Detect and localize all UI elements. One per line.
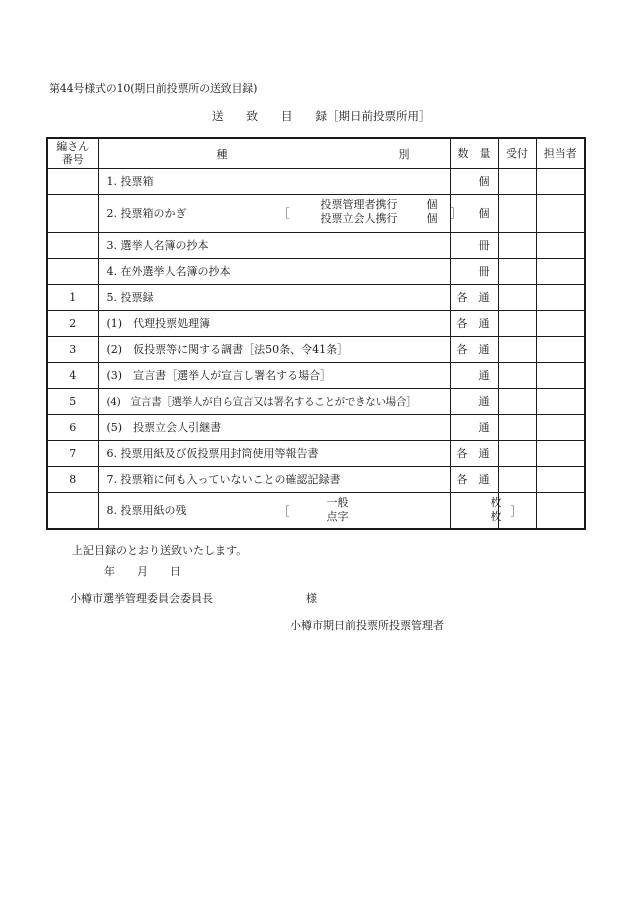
item-name: (1) 代理投票処理簿: [98, 310, 450, 336]
item-name: 7. 投票箱に何も入っていないことの確認記録書: [98, 466, 450, 492]
item-name: 1. 投票箱: [98, 168, 450, 194]
received-cell[interactable]: [498, 414, 536, 440]
item-quantity: 冊: [450, 258, 498, 284]
header-quantity: 数 量: [450, 138, 498, 168]
table-row: [47, 388, 585, 414]
compilation-number: 5: [47, 388, 98, 414]
item-quantity: 各 通: [450, 440, 498, 466]
header-received: 受付: [498, 138, 536, 168]
item-quantity: 各 通: [450, 336, 498, 362]
item-name-with-detail: 2. 投票箱のかぎ ［ 投票管理者携行 個 投票立会人携行 個 ］: [98, 194, 450, 232]
item-name: (4) 宣言書［選挙人が自ら宣言又は署名することができない場合］: [98, 388, 450, 414]
delivery-list-table: [46, 137, 586, 530]
table-row: [47, 232, 585, 258]
table-row: [47, 414, 585, 440]
received-cell[interactable]: [498, 310, 536, 336]
compilation-number: 2: [47, 310, 98, 336]
received-cell[interactable]: [498, 194, 536, 232]
sender-name: 小樽市期日前投票所投票管理者: [290, 619, 444, 632]
person-cell[interactable]: [536, 194, 585, 232]
table-row: [47, 258, 585, 284]
table-row: [47, 466, 585, 492]
item-name: 4. 在外選挙人名簿の抄本: [98, 258, 450, 284]
compilation-number: 8: [47, 466, 98, 492]
table-row: [47, 362, 585, 388]
table-row: [47, 492, 585, 529]
date-line: 年 月 日: [104, 565, 181, 578]
header-person-in-charge: 担当者: [536, 138, 585, 168]
item-quantity: 個: [450, 194, 498, 232]
header-category: 種 別: [98, 138, 450, 168]
item-quantity: 通: [450, 362, 498, 388]
item-name: (3) 宣言書［選挙人が宣言し署名する場合］: [98, 362, 450, 388]
honorific: 様: [306, 592, 317, 605]
item-quantity: 各 通: [450, 310, 498, 336]
received-cell[interactable]: [498, 284, 536, 310]
received-cell[interactable]: [498, 466, 536, 492]
received-cell[interactable]: [498, 362, 536, 388]
received-cell[interactable]: [498, 258, 536, 284]
compilation-number: 3: [47, 336, 98, 362]
person-cell[interactable]: [536, 258, 585, 284]
person-cell[interactable]: [536, 492, 585, 529]
delivery-statement: 上記目録のとおり送致いたします。: [72, 544, 248, 557]
person-cell[interactable]: [536, 466, 585, 492]
person-cell[interactable]: [536, 440, 585, 466]
header-compilation-number: 編さん 番号: [47, 138, 98, 168]
compilation-number: 4: [47, 362, 98, 388]
person-cell[interactable]: [536, 284, 585, 310]
table-row: [47, 440, 585, 466]
person-cell[interactable]: [536, 336, 585, 362]
table-header-row: [47, 138, 585, 168]
person-cell[interactable]: [536, 414, 585, 440]
person-cell[interactable]: [536, 310, 585, 336]
person-cell[interactable]: [536, 388, 585, 414]
person-cell[interactable]: [536, 362, 585, 388]
item-name-with-detail: 8. 投票用紙の残 ［ 一般 枚 点字 枚 ］: [98, 492, 450, 529]
compilation-number: 7: [47, 440, 98, 466]
item-quantity: 各 通: [450, 284, 498, 310]
item-quantity: 各 通: [450, 466, 498, 492]
received-cell[interactable]: [498, 388, 536, 414]
table-row: [47, 310, 585, 336]
item-name: 6. 投票用紙及び仮投票用封筒使用等報告書: [98, 440, 450, 466]
item-name: 5. 投票録: [98, 284, 450, 310]
table-row: [47, 168, 585, 194]
document-title: 送 致 目 録［期日前投票所用］: [212, 109, 431, 123]
item-name: 3. 選挙人名簿の抄本: [98, 232, 450, 258]
recipient-name: 小樽市選挙管理委員会委員長: [70, 592, 213, 605]
received-cell[interactable]: [498, 440, 536, 466]
table-row: [47, 194, 585, 232]
compilation-number: 1: [47, 284, 98, 310]
item-quantity: 通: [450, 388, 498, 414]
person-cell[interactable]: [536, 232, 585, 258]
form-number-label: 第44号様式の10(期日前投票所の送致目録): [49, 82, 258, 95]
received-cell[interactable]: [498, 168, 536, 194]
received-cell[interactable]: [498, 232, 536, 258]
person-cell[interactable]: [536, 168, 585, 194]
table-row: [47, 284, 585, 310]
item-quantity: 冊: [450, 232, 498, 258]
item-quantity: 通: [450, 414, 498, 440]
item-quantity: 個: [450, 168, 498, 194]
compilation-number: 6: [47, 414, 98, 440]
table-row: [47, 336, 585, 362]
item-name: (5) 投票立会人引継書: [98, 414, 450, 440]
item-name: (2) 仮投票等に関する調書［法50条、令41条］: [98, 336, 450, 362]
received-cell[interactable]: [498, 336, 536, 362]
